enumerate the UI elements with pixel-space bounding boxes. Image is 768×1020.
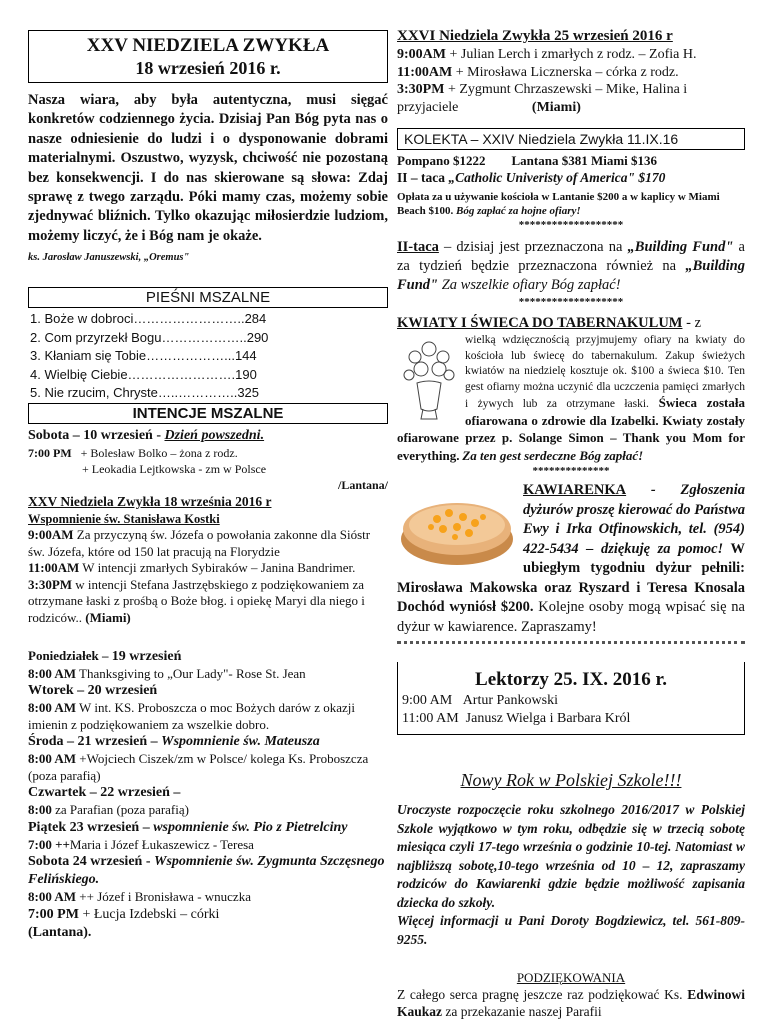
monday-heading: Poniedziałek – 19 wrzesień (28, 648, 182, 665)
hymn-item: 1. Boże w dobroci…………………….. 284 (30, 311, 267, 327)
lectors-box (397, 662, 745, 735)
flowers-section: wielką wdzięcznością przyjmujemy ofiary na kwiaty do kościoła lub świecę do tabernakulum. Zakup świeżych kwiatów na niedzielę kosztuje ok. $100 a świeca $10. Ten gest ofiarny można uczynić dla uczczenia pamięci zmarłych i żywych lub za otrzymane łaski. Świeca została ofiarowana o zdrowie dla Izabelki. Kwiaty zostały ofiarowane przez p. Solange Simon – Thank you Mom for everything. Za ten gest serdeczne Bóg zapłać! (397, 334, 745, 463)
cafe-section: KAWIARENKA - Zgłoszenia dyżurów proszę kierować do Państwa Ewy i Irka Otfinowskich, tel. (954) 422-5434 – dziękuję za pomoc! W ubiegłym tygodniu dyżur pełnili: Mirosława Makowska oraz Ryszard i Teresa Knosala Dochód wyniósł $200. Kolejne osoby mogą wpisać się na dyżur w kawiarence. Zapraszamy! (397, 481, 745, 644)
saturday-heading: Sobota – 10 wrzesień - Dzień powszedni. (28, 427, 265, 443)
flower-vase-icon (397, 335, 461, 423)
new-year-text: Uroczyste rozpoczęcie roku szkolnego 2016/2017 w Polskiej Szkole wyjątkowo w tym roku, odbędzie się w trzecią sobotę miesiąca czyli 17-tego września o godzinie 10-tej. Natomiast w najbliższą sobotę,10-tego września od 10 – 12, zapraszamy rodziców do Kawiarenki gdzie będzie możliwość zapisania dziecka do szkoły. Więcej informacji u Pani Doroty Bogdziewicz, tel. 561-809-9255. (397, 802, 745, 947)
reflection-text: Nasza wiara, aby była autentyczna, musi sięgać konkretów codziennego życia. Dzisiaj Pan Bóg pyta nas o nasze odniesienie do ludzi i o dysponowanie dobrami materialnymi. Oszustwo, wyzysk, chciwość nie pozostaną bez konsekwencji. I do nas skierowane są słowa: Zdaj sprawę z twego zarządu. Póki mamy czas, możemy sobie zjednywać bliźnich. Tylko okazując miłosierdzie ludziom, możemy liczyć, że i Bóg nam je okaże. (28, 92, 388, 244)
hymns-title: PIEŚNI MSZALNE (28, 287, 388, 308)
kolekta-heading: KOLEKTA – XXIV Niedziela Zwykła 11.IX.16 (397, 128, 745, 150)
hymn-item: 5. Nie rzucim, Chryste…..………….. 325 (30, 385, 260, 401)
sunday-330pm: 3:30PM w intencji Stefana Jastrzębskiego z podziękowaniem za otrzymane łaski z prośbą o Boże błog. i opiekę Maryi dla niego i rodziców.. (Miami) (28, 576, 365, 625)
stars-divider: ******************* (518, 296, 624, 308)
hymn-item: 2. Com przyrzekł Bogu……………….. 290 (30, 329, 269, 345)
sunday-11am: 11:00AM W intencji zmarłych Sybiraków – Janina Bandrimer. (28, 560, 356, 576)
friday-intention: 7:00 ++Maria i Józef Łukaszewicz - Teresa (28, 836, 254, 852)
left-column (28, 0, 388, 942)
hymn-item: 3. Kłaniam się Tobie………………... 144 (30, 348, 257, 364)
thanks-heading: PODZIĘKOWANIA (516, 970, 626, 985)
sunday-heading: XXV Niedziela Zwykła 18 września 2016 r (28, 493, 272, 509)
saturday-intentions: 7:00 PM + Bolesław Bolko – żona z rodz. + Leokadia Lejtkowska - zm w Polsce /Lantana/ (28, 445, 388, 492)
hymn-item: 4. Wielbię Ciebie……………………. 190 (30, 366, 257, 382)
monday-intention: 8:00 AM Thanksgiving to „Our Lady"- Rose St. Jean (28, 665, 306, 681)
kolekta-amounts: Pompano $1222 Lantana $381 Miami $136 (397, 153, 658, 168)
lectors-heading: Lektorzy 25. IX. 2016 r. (475, 669, 667, 690)
tuesday-heading: Wtorek – 20 wrzesień (28, 683, 158, 699)
xxvi-heading: XXVI Niedziela Zwykła 25 wrzesień 2016 r (397, 28, 673, 44)
right-column (397, 0, 745, 1020)
thursday-heading: Czwartek – 22 wrzesień – (28, 785, 181, 801)
saturday2-intention: 8:00 AM ++ Józef i Bronisława - wnuczka (28, 889, 251, 905)
sunday-subheading: Wspomnienie św. Stanisława Kostki (28, 511, 220, 526)
lectors-list: 9:00 AM Artur Pankowski 11:00 AM Janusz Wielga i Barbara Król (402, 693, 631, 726)
saturday2-pm-place: (Lantana). (28, 924, 92, 940)
hymns-list (28, 308, 388, 403)
stars-divider: ******************* (518, 219, 624, 231)
friday-heading: Piątek 23 wrzesień – wspomnienie św. Pio z Pietrelciny (28, 819, 348, 835)
title-line1: XXV NIEDZIELA ZWYKŁA (86, 35, 330, 56)
xxvi-intentions: 9:00AM + Julian Lerch i zmarłych z rodz. – Zofia H. 11:00AM + Mirosława Licznerska – córka z rodz. 3:30PM + Zygmunt Chrzaszewski – Mike, Halina i przyjaciele (Miami) (397, 47, 697, 115)
wednesday-intention: 8:00 AM +Wojciech Ciszek/zm w Polsce/ kolega Ks. Proboszcza (poza parafią) (28, 751, 369, 783)
title-box (28, 30, 388, 83)
wednesday-heading: Środa – 21 wrzesień – Wspomnienie św. Mateusza (28, 734, 320, 750)
tuesday-intention: 8:00 AM W int. KS. Proboszcza o moc Bożych darów z okazji imienin z podziękowaniem za wszelkie dobro. (28, 700, 355, 732)
intentions-title: INTENCJE MSZALNE (28, 403, 388, 424)
saturday2-heading: Sobota 24 wrzesień - Wspomnienie św. Zygmunta Szczęsnego Felińskiego. (28, 854, 385, 888)
new-year-heading: Nowy Rok w Polskiej Szkole!!! (460, 770, 682, 790)
building-fund-text: II-taca – dzisiaj jest przeznaczona na „Building Fund" a za tydzień będzie przeznaczona również na „Building Fund" Za wszelkie ofiary Bóg zapłać! (397, 239, 745, 293)
cake-image (397, 483, 517, 571)
flowers-heading: KWIATY I ŚWIECA DO TABERNAKULUM - z (397, 315, 701, 331)
stars-divider: ************** (532, 465, 610, 477)
thursday-intention: 8:00 za Parafian (poza parafią) (28, 802, 189, 818)
church-fee: Opłata za u używanie kościoła w Lantanie $200 a w kaplicy w Miami Beach $100. Bóg zapłać za hojne ofiary! (397, 191, 720, 217)
thanks-text: Z całego serca pragnę jeszcze raz podziękować Ks. Edwinowi Kaukaz za przekazanie naszej Parafii (397, 987, 745, 1019)
second-collection: II – taca „Catholic Univeristy of America" $170 (397, 170, 666, 185)
sunday-9am: 9:00AM Za przyczyną św. Józefa o powołania zakonne dla Sióstr św. Józefa, które od 150 lat pracują na Florydzie (28, 527, 371, 559)
title-line2: 18 wrzesień 2016 r. (135, 58, 281, 78)
saturday2-pm-intention: 7:00 PM + Łucja Izdebski – córki (28, 906, 220, 922)
reflection-author: ks. Jarosław Januszewski, „Oremus" (28, 252, 190, 264)
